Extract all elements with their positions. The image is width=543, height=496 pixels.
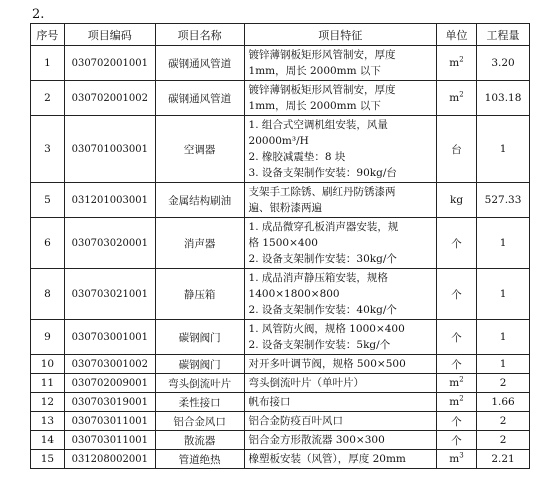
unit-exponent: 2 — [459, 375, 464, 384]
unit-exponent: 2 — [459, 55, 464, 64]
table-row — [31, 46, 530, 81]
feature-line: 2. 设备支架制作安装：5kg/个 — [248, 339, 391, 351]
item-features — [244, 393, 436, 412]
quantity: 2 — [477, 412, 530, 431]
item-code: 030703001002 — [64, 355, 155, 374]
table-row — [31, 183, 530, 218]
unit — [436, 355, 476, 374]
unit — [436, 393, 476, 412]
row-number: 12 — [31, 393, 65, 412]
item-name: 柔性接口 — [155, 393, 244, 412]
item-code: 030703019001 — [64, 393, 155, 412]
table-row — [31, 450, 530, 469]
feature-line: 铝合金方形散流器 300×300 — [248, 434, 385, 446]
header-cell: 项目编码 — [64, 24, 155, 46]
item-code: 030703021001 — [64, 269, 155, 320]
unit — [436, 431, 476, 450]
row-number: 2 — [31, 81, 65, 116]
row-number: 8 — [31, 269, 65, 320]
item-features — [244, 355, 436, 374]
header-cell: 工程量 — [477, 24, 530, 46]
feature-line: 橡塑板安装（风管），厚度 20mm — [248, 453, 406, 465]
table-row — [31, 374, 530, 393]
feature-line: 3. 设备支架制作安装：90kg/台 — [248, 167, 397, 179]
unit-symbol: 个 — [451, 358, 462, 371]
item-code: 030702009001 — [64, 374, 155, 393]
feature-line: 1400×1800×800 — [248, 288, 340, 300]
unit — [436, 320, 476, 355]
table-header-row — [31, 24, 530, 46]
unit-symbol: 个 — [451, 331, 462, 344]
feature-line: 1. 风管防火阀，规格 1000×400 — [248, 323, 405, 335]
item-name: 弯头倒流叶片 — [155, 374, 244, 393]
item-features — [244, 183, 436, 218]
item-code: 031201003001 — [64, 183, 155, 218]
table-row — [31, 431, 530, 450]
unit-exponent: 2 — [459, 394, 464, 403]
item-name: 管道绝热 — [155, 450, 244, 469]
unit-exponent: 2 — [459, 90, 464, 99]
table-row — [31, 393, 530, 412]
quantity: 1 — [477, 269, 530, 320]
item-features — [244, 46, 436, 81]
feature-line: 1. 成品微穿孔板消声器安装，规 — [248, 221, 399, 233]
quantity: 1 — [477, 355, 530, 374]
item-code: 030702001002 — [64, 81, 155, 116]
item-features — [244, 116, 436, 183]
feature-line: 支架手工除锈、刷红丹防锈漆两 — [248, 186, 396, 198]
row-number: 9 — [31, 320, 65, 355]
item-name: 铝合金风口 — [155, 412, 244, 431]
feature-line: 镀锌薄钢板矩形风管制安，厚度 — [248, 84, 396, 96]
row-number: 6 — [31, 218, 65, 269]
item-code: 030701003001 — [64, 116, 155, 183]
unit-symbol: m — [449, 377, 460, 389]
feature-line: 弯头倒流叶片（单叶片） — [248, 377, 365, 389]
feature-line: 镀锌薄钢板矩形风管制安，厚度 — [248, 49, 396, 61]
feature-line: 2. 设备支架制作安装：40kg/个 — [248, 304, 397, 316]
item-name: 空调器 — [155, 116, 244, 183]
unit — [436, 183, 476, 218]
item-name: 碳钢阀门 — [155, 320, 244, 355]
unit — [436, 116, 476, 183]
row-number: 14 — [31, 431, 65, 450]
row-number: 11 — [31, 374, 65, 393]
item-features — [244, 320, 436, 355]
unit — [436, 450, 476, 469]
row-number: 1 — [31, 46, 65, 81]
item-code: 030703020001 — [64, 218, 155, 269]
unit — [436, 81, 476, 116]
item-code: 030703011001 — [64, 412, 155, 431]
unit — [436, 412, 476, 431]
unit-symbol: m — [449, 92, 460, 104]
feature-line: 格 1500×400 — [248, 237, 318, 249]
feature-line: 20000m³/H — [248, 135, 309, 147]
feature-line: 对开多叶调节阀，规格 500×500 — [248, 358, 406, 370]
quantity: 1 — [477, 218, 530, 269]
quantity: 1 — [477, 320, 530, 355]
item-features — [244, 269, 436, 320]
item-features — [244, 218, 436, 269]
unit-exponent: 3 — [459, 451, 464, 460]
unit — [436, 218, 476, 269]
item-name: 碳钢阀门 — [155, 355, 244, 374]
feature-line: 1mm，周长 2000mm 以下 — [248, 100, 381, 112]
header-cell: 项目名称 — [155, 24, 244, 46]
item-name: 碳钢通风管道 — [155, 81, 244, 116]
feature-line: 2. 橡胶减震垫：8 块 — [248, 151, 346, 163]
header-cell: 序号 — [31, 24, 65, 46]
feature-line: 2. 设备支架制作安装：30kg/个 — [248, 253, 397, 265]
item-features — [244, 374, 436, 393]
unit-symbol: 个 — [451, 288, 462, 301]
unit-symbol: kg — [449, 194, 464, 206]
unit-symbol: m — [449, 57, 460, 69]
quantity: 527.33 — [477, 183, 530, 218]
bill-of-quantities-table — [30, 23, 530, 469]
unit-symbol: 个 — [451, 415, 462, 428]
table-row — [31, 269, 530, 320]
feature-line: 1. 成品消声静压箱安装，规格 — [248, 272, 388, 284]
row-number: 15 — [31, 450, 65, 469]
item-code: 031208002001 — [64, 450, 155, 469]
row-number: 5 — [31, 183, 65, 218]
row-number: 3 — [31, 116, 65, 183]
table-row — [31, 355, 530, 374]
feature-line: 铝合金防疫百叶风口 — [248, 415, 344, 427]
item-name: 散流器 — [155, 431, 244, 450]
unit-symbol: 个 — [451, 237, 462, 250]
unit-symbol: 台 — [451, 143, 462, 156]
item-name: 碳钢通风管道 — [155, 46, 244, 81]
feature-line: 遍、银粉漆两遍 — [248, 202, 323, 214]
unit-symbol: m — [449, 396, 460, 408]
item-name: 静压箱 — [155, 269, 244, 320]
table-row — [31, 81, 530, 116]
item-code: 030703001001 — [64, 320, 155, 355]
feature-line: 帆布接口 — [248, 396, 291, 408]
section-heading: 2. — [32, 7, 45, 22]
item-features — [244, 450, 436, 469]
row-number: 10 — [31, 355, 65, 374]
unit — [436, 374, 476, 393]
quantity: 1.66 — [477, 393, 530, 412]
quantity: 3.20 — [477, 46, 530, 81]
quantity: 1 — [477, 116, 530, 183]
table-row — [31, 218, 530, 269]
item-name: 金属结构刷油 — [155, 183, 244, 218]
item-features — [244, 81, 436, 116]
table-row — [31, 116, 530, 183]
table-row — [31, 320, 530, 355]
row-number: 13 — [31, 412, 65, 431]
item-name: 消声器 — [155, 218, 244, 269]
quantity: 2 — [477, 431, 530, 450]
quantity: 2.21 — [477, 450, 530, 469]
feature-line: 1mm，周长 2000mm 以下 — [248, 65, 381, 77]
unit-symbol: m — [449, 453, 460, 465]
table-row — [31, 412, 530, 431]
header-cell: 项目特征 — [244, 24, 436, 46]
feature-line: 1. 组合式空调机组安装，风量 — [248, 119, 388, 131]
unit — [436, 46, 476, 81]
unit-symbol: 个 — [451, 434, 462, 447]
item-code: 030703011001 — [64, 431, 155, 450]
quantity: 103.18 — [477, 81, 530, 116]
item-features — [244, 412, 436, 431]
item-features — [244, 431, 436, 450]
quantity: 2 — [477, 374, 530, 393]
unit — [436, 269, 476, 320]
header-cell: 单位 — [436, 24, 476, 46]
item-code: 030702001001 — [64, 46, 155, 81]
